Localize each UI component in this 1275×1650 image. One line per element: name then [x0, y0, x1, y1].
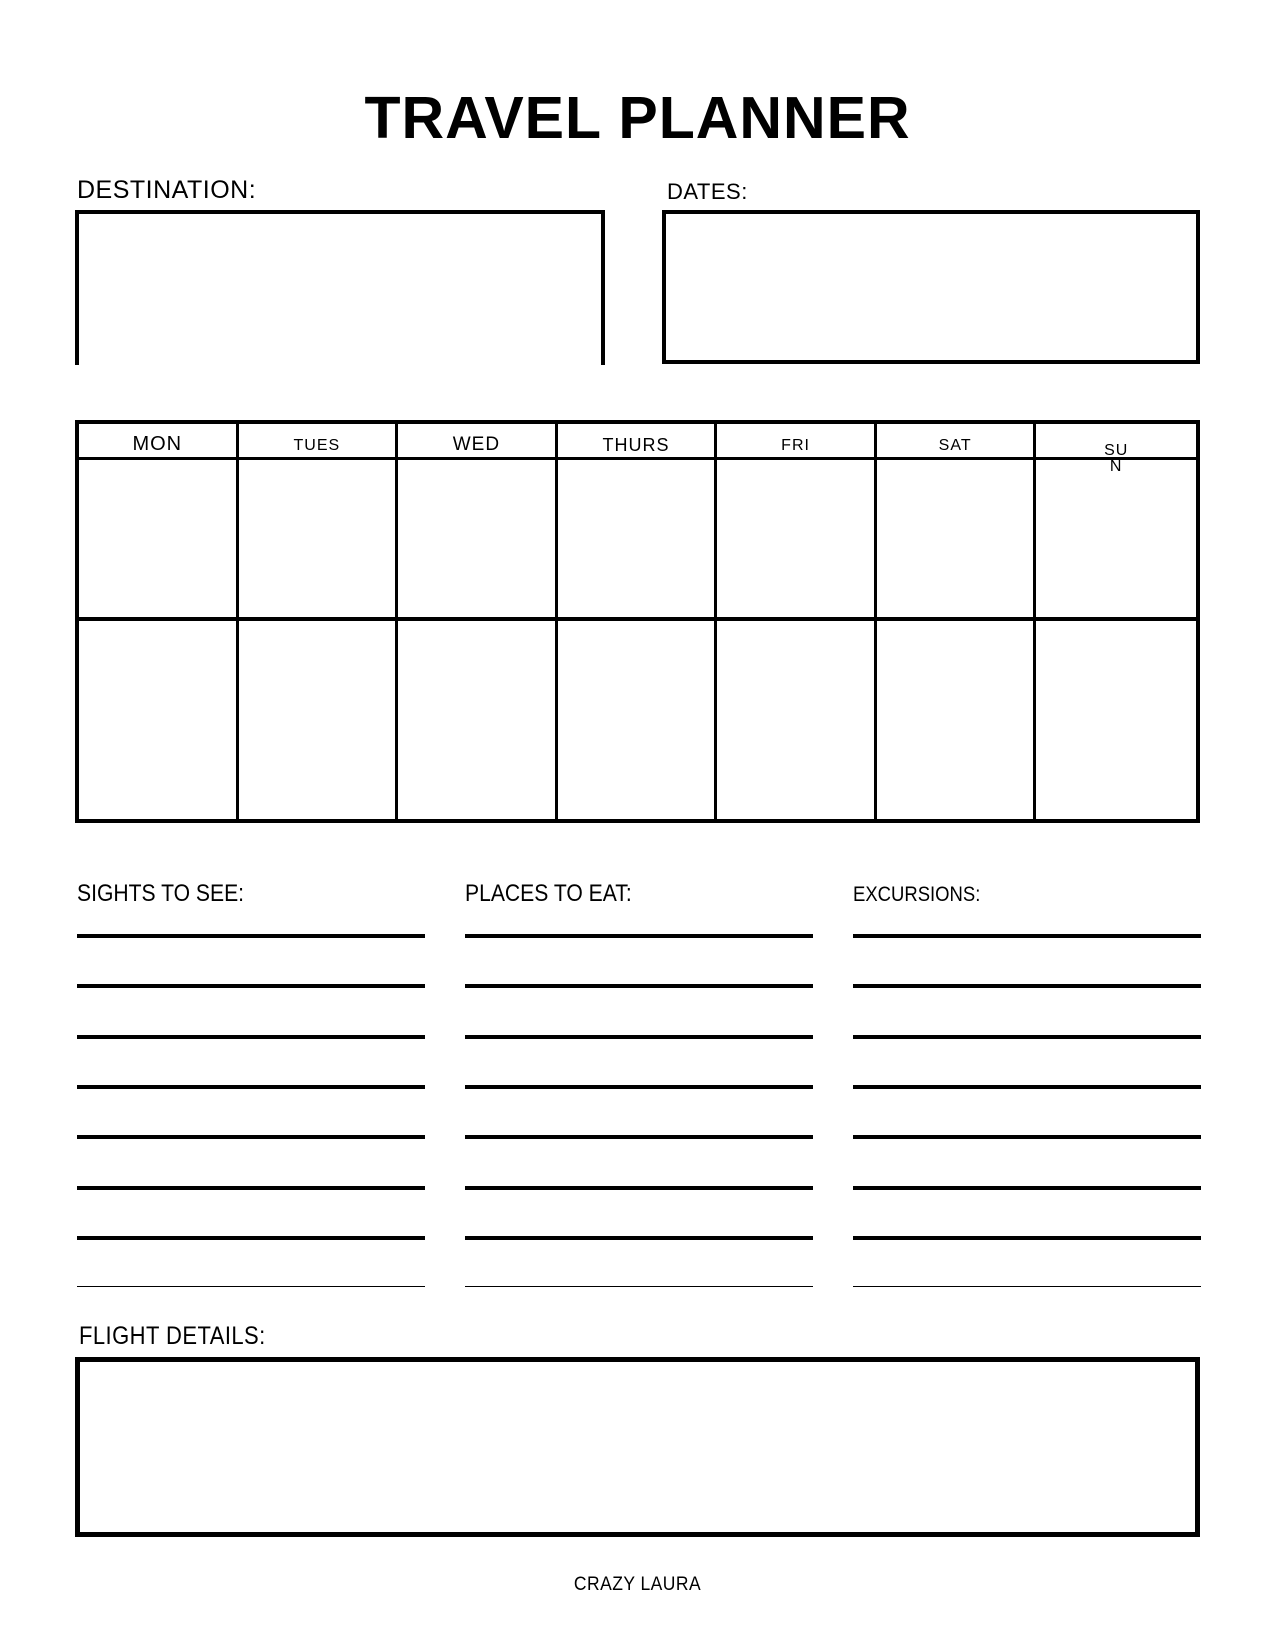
day-cell[interactable] — [239, 460, 399, 617]
rule-line[interactable] — [853, 934, 1201, 938]
day-header-thurs — [558, 424, 718, 457]
rule-line[interactable] — [853, 1286, 1201, 1287]
day-label: SUN — [1104, 442, 1129, 475]
flight-details-label: FLIGHT DETAILS: — [79, 1322, 266, 1350]
day-cell[interactable] — [79, 460, 239, 617]
day-cell[interactable] — [558, 621, 718, 819]
rule-line[interactable] — [77, 934, 425, 938]
footer-brand: CRAZY LAURA — [573, 1574, 702, 1595]
day-cell[interactable] — [877, 621, 1037, 819]
day-header-mon — [79, 424, 239, 457]
rule-line[interactable] — [853, 1085, 1201, 1089]
rule-line[interactable] — [465, 1186, 813, 1190]
rule-line[interactable] — [77, 984, 425, 988]
day-cell[interactable] — [239, 621, 399, 819]
rule-line[interactable] — [77, 1186, 425, 1190]
rule-line[interactable] — [465, 1286, 813, 1287]
places-to-eat-label: PLACES TO EAT: — [465, 880, 632, 907]
page-title: TRAVEL PLANNER — [364, 85, 911, 151]
day-header-sun — [1036, 424, 1196, 475]
rule-line[interactable] — [853, 984, 1201, 988]
rule-line[interactable] — [465, 984, 813, 988]
week-table-header-row — [79, 424, 1196, 475]
day-cell[interactable] — [558, 460, 718, 617]
day-header-tues — [239, 424, 399, 457]
rule-line[interactable] — [77, 1035, 425, 1039]
rule-line[interactable] — [465, 1085, 813, 1089]
rule-line[interactable] — [465, 1236, 813, 1240]
day-label: MON — [132, 433, 183, 455]
day-cell[interactable] — [1036, 460, 1196, 617]
rule-line[interactable] — [465, 934, 813, 938]
excursions-label: EXCURSIONS: — [853, 883, 981, 906]
rule-line[interactable] — [77, 1085, 425, 1089]
day-cell[interactable] — [79, 621, 239, 819]
destination-label: DESTINATION: — [77, 176, 257, 204]
rule-line[interactable] — [465, 1135, 813, 1139]
rule-line[interactable] — [77, 1236, 425, 1240]
rule-line[interactable] — [77, 1135, 425, 1139]
rule-line[interactable] — [465, 1035, 813, 1039]
day-label: WED — [452, 434, 501, 455]
dates-label: DATES: — [667, 179, 748, 204]
sights-to-see-label: SIGHTS TO SEE: — [77, 880, 245, 907]
day-label: THURS — [602, 435, 670, 455]
day-label: FRI — [781, 437, 810, 454]
day-header-fri — [717, 424, 877, 457]
day-label: TUES — [293, 437, 341, 454]
day-cell[interactable] — [1036, 621, 1196, 819]
rule-line[interactable] — [853, 1236, 1201, 1240]
day-cell[interactable] — [398, 621, 558, 819]
day-cell[interactable] — [717, 460, 877, 617]
day-header-wed — [398, 424, 558, 457]
sights-to-see-section — [77, 880, 425, 1300]
day-label: SAT — [938, 437, 972, 454]
flight-details-input-box[interactable] — [75, 1357, 1200, 1537]
dates-input-box[interactable] — [662, 210, 1200, 364]
rule-line[interactable] — [853, 1135, 1201, 1139]
places-to-eat-section — [465, 880, 813, 1300]
rule-line[interactable] — [853, 1186, 1201, 1190]
rule-line[interactable] — [853, 1035, 1201, 1039]
week-table-row-1 — [79, 460, 1196, 621]
destination-input-box[interactable] — [75, 210, 605, 365]
day-cell[interactable] — [717, 621, 877, 819]
rule-line[interactable] — [77, 1286, 425, 1287]
week-table — [75, 420, 1200, 823]
excursions-section — [853, 880, 1201, 1300]
day-cell[interactable] — [398, 460, 558, 617]
day-header-sat — [877, 424, 1037, 457]
day-cell[interactable] — [877, 460, 1037, 617]
week-table-row-2 — [79, 621, 1196, 819]
